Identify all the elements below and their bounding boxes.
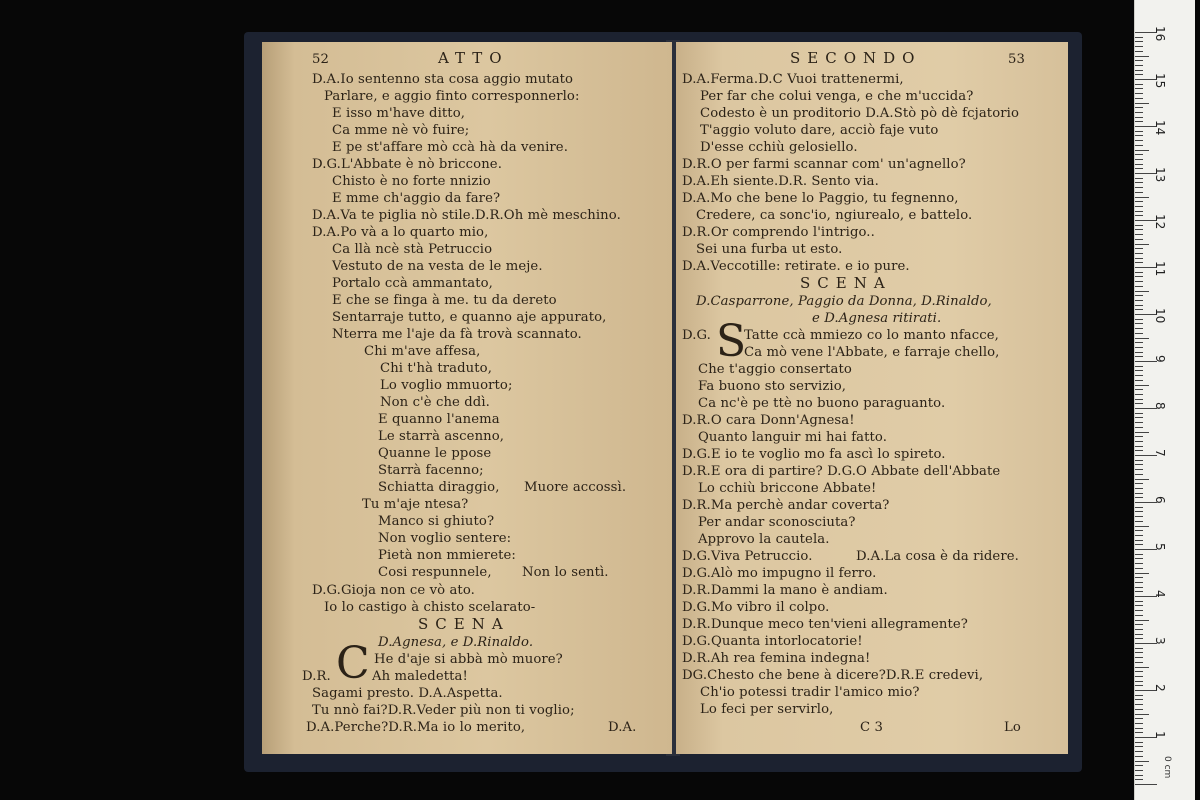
ruler-tick: [1135, 201, 1143, 202]
ruler-tick: [1135, 488, 1143, 489]
text-line: Pietà non mmierete:: [378, 548, 516, 563]
text-line: E che se finga à me. tu da dereto: [332, 293, 557, 308]
text-line: D.G.Alò mo impugno il ferro.: [682, 566, 877, 581]
ruler-tick: [1135, 432, 1149, 433]
ruler-number: 12: [1153, 214, 1167, 230]
ruler-tick: [1135, 714, 1149, 715]
ruler-tick: [1135, 497, 1143, 498]
ruler-tick: [1135, 258, 1143, 259]
catchword-right: Lo: [1004, 720, 1021, 735]
text-line: D.R.O cara Donn'Agnesa!: [682, 413, 855, 428]
ruler-tick: [1135, 182, 1143, 183]
ruler-tick: [1135, 634, 1143, 635]
page-number-right: 53: [1008, 52, 1025, 67]
ruler-tick: [1135, 770, 1143, 771]
text-line: D.A.Veccotille: retirate. e io pure.: [682, 259, 910, 274]
ruler-number: 2: [1153, 684, 1167, 692]
ruler-unit-label: 0 cm: [1162, 756, 1172, 779]
ruler-tick: [1135, 681, 1143, 682]
ruler-tick: [1135, 535, 1143, 536]
text-line: Vestuto de na vesta de le meje.: [332, 259, 543, 274]
ruler-tick: [1135, 417, 1143, 418]
ruler-tick: [1135, 526, 1149, 527]
text-line: D.R.Ma perchè andar coverta?: [682, 498, 890, 513]
ruler-tick: [1135, 356, 1143, 357]
drop-cap: S: [716, 316, 747, 367]
ruler-tick: [1135, 446, 1143, 447]
text-line: E pe st'affare mò ccà hà da venire.: [332, 140, 569, 155]
ruler-tick: [1135, 573, 1149, 574]
ruler-tick: [1135, 281, 1143, 282]
ruler-tick: [1135, 178, 1143, 179]
text-line: D.R.Dammi la mano è andiam.: [682, 583, 888, 598]
ruler-tick: [1135, 638, 1143, 639]
ruler-tick: [1135, 742, 1143, 743]
ruler-tick: [1135, 338, 1149, 339]
text-line: D.R.O per farmi scannar com' un'agnello?: [682, 157, 966, 172]
ruler-tick: [1135, 323, 1143, 324]
ruler-tick: [1135, 253, 1143, 254]
ruler-tick: [1135, 671, 1143, 672]
ruler-tick: [1135, 652, 1143, 653]
ruler-tick: [1135, 74, 1143, 75]
ruler-tick: [1135, 624, 1143, 625]
text-line: Che t'aggio consertato: [698, 362, 852, 377]
ruler-tick: [1135, 215, 1143, 216]
ruler-tick: [1135, 554, 1143, 555]
ruler-tick: [1135, 319, 1143, 320]
text-line: Cosi respunnele,: [378, 565, 492, 580]
ruler-tick: [1135, 620, 1149, 621]
ruler-tick: [1135, 145, 1143, 146]
ruler-tick: [1135, 648, 1143, 649]
ruler-tick: [1135, 121, 1143, 122]
text-line: Muore accossì.: [524, 480, 627, 495]
ruler-tick: [1135, 422, 1143, 423]
ruler-tick: [1135, 629, 1143, 630]
ruler-tick: [1135, 248, 1143, 249]
ruler-tick: [1135, 389, 1143, 390]
catchword-left: D.A.: [608, 720, 637, 735]
ruler-tick: [1135, 244, 1149, 245]
text-line: E quanno l'anema: [378, 412, 500, 427]
ruler-tick: [1135, 577, 1143, 578]
ruler-tick: [1135, 601, 1143, 602]
text-line: Tu nnò fai?D.R.Veder più non ti voglio;: [312, 703, 575, 718]
ruler-tick: [1135, 521, 1143, 522]
text-line: Tu m'aje ntesa?: [362, 497, 469, 512]
text-line: Per far che colui venga, e che m'uccida?: [700, 89, 974, 104]
ruler-number: 7: [1153, 449, 1167, 457]
text-line: D.R.Dunque meco ten'vieni allegramente?: [682, 617, 968, 632]
text-line: E isso m'have ditto,: [332, 106, 466, 121]
ruler-tick: [1135, 756, 1143, 757]
page-number-left: 52: [312, 52, 329, 67]
ruler-tick: [1135, 761, 1149, 762]
ruler-tick: [1135, 709, 1143, 710]
text-line: Non lo sentì.: [522, 565, 609, 580]
text-line: E mme ch'aggio da fare?: [332, 191, 501, 206]
text-line: Lo cchiù briccone Abbate!: [698, 481, 877, 496]
text-line: Parlare, e aggio finto corresponnerlo:: [324, 89, 580, 104]
ruler-number: 4: [1153, 590, 1167, 598]
ruler-tick: [1135, 131, 1143, 132]
ruler-tick: [1135, 718, 1143, 719]
text-line: Schiatta diraggio,: [378, 480, 500, 495]
text-line: D.G.L'Abbate è nò briccone.: [312, 157, 502, 172]
ruler-tick: [1135, 197, 1149, 198]
ruler-tick: [1135, 225, 1143, 226]
ruler-number: 1: [1153, 731, 1167, 739]
text-line: D.R.: [302, 669, 331, 684]
ruler-tick: [1135, 347, 1143, 348]
text-line: Portalo ccà ammantato,: [332, 276, 493, 291]
ruler-tick: [1135, 587, 1143, 588]
text-line: T'aggio voluto dare, acciò faje vuto: [700, 123, 939, 138]
ruler-tick: [1135, 107, 1143, 108]
ruler-tick: [1135, 746, 1143, 747]
ruler-number: 11: [1153, 261, 1167, 277]
ruler-tick: [1135, 610, 1143, 611]
text-line: Starrà facenno;: [378, 463, 484, 478]
right-page: [676, 42, 1068, 754]
ruler-tick: [1135, 56, 1149, 57]
ruler-tick: [1135, 474, 1143, 475]
ruler-tick: [1135, 427, 1143, 428]
ruler-tick: [1135, 262, 1143, 263]
text-line: Sei una furba ut esto.: [696, 242, 843, 257]
ruler-tick: [1135, 295, 1143, 296]
text-line: Chisto è no forte nnizio: [332, 174, 491, 189]
ruler-tick: [1135, 168, 1143, 169]
ruler-tick: [1135, 469, 1143, 470]
text-line: D.R.Or comprendo l'intrigo..: [682, 225, 875, 240]
ruler-tick: [1135, 779, 1143, 780]
ruler-tick: [1135, 46, 1143, 47]
text-line: Ah maledetta!: [372, 669, 468, 684]
ruler-tick: [1135, 117, 1143, 118]
drop-cap: C: [336, 638, 370, 689]
ruler-tick: [1135, 723, 1143, 724]
ruler-tick: [1135, 51, 1143, 52]
text-line: D.A.Va te piglia nò stile.D.R.Oh mè meschino.: [312, 208, 621, 223]
ruler-tick: [1135, 60, 1143, 61]
ruler-tick: [1135, 375, 1143, 376]
ruler-tick: [1135, 352, 1143, 353]
ruler-number: 13: [1153, 167, 1167, 183]
text-line: Lo feci per servirlo,: [700, 702, 834, 717]
ruler-number: 8: [1153, 402, 1167, 410]
ruler-tick: [1135, 605, 1143, 606]
text-line: D.G.Mo vibro il colpo.: [682, 600, 830, 615]
ruler-tick: [1135, 728, 1143, 729]
text-line: D.A.Io sentenno sta cosa aggio mutato: [312, 72, 574, 87]
ruler-tick: [1135, 676, 1143, 677]
text-line: Ca mme nè vò fuire;: [332, 123, 470, 138]
ruler-tick: [1135, 615, 1143, 616]
ruler-tick: [1135, 309, 1143, 310]
text-line: Credere, ca sonc'io, ngiurealo, e battelo.: [696, 208, 973, 223]
text-line: D.A.Eh siente.D.R. Sento via.: [682, 174, 879, 189]
ruler-tick: [1135, 366, 1143, 367]
ruler-tick: [1135, 140, 1143, 141]
ruler-tick: [1135, 93, 1143, 94]
ruler-tick: [1135, 112, 1143, 113]
text-line: D.G.Quanta intorlocatorie!: [682, 634, 863, 649]
ruler-tick: [1135, 159, 1143, 160]
ruler-tick: [1135, 41, 1143, 42]
ruler-tick: [1135, 436, 1143, 437]
ruler-tick: [1135, 657, 1143, 658]
text-line: Ca llà ncè stà Petruccio: [332, 242, 493, 257]
running-head-left: ATTO: [438, 49, 509, 67]
text-line: D.G.: [682, 328, 711, 343]
ruler-tick: [1135, 187, 1143, 188]
ruler-tick: [1135, 413, 1143, 414]
text-line: D.R.E ora di partire? D.G.O Abbate dell'Abbate: [682, 464, 1001, 479]
ruler-tick: [1135, 164, 1143, 165]
ruler-tick: [1135, 667, 1149, 668]
ruler-tick: [1135, 699, 1143, 700]
text-line: D'esse cchiù gelosiello.: [700, 140, 858, 155]
ruler-tick: [1135, 662, 1143, 663]
ruler-number: 3: [1153, 637, 1167, 645]
text-line: Lo voglio mmuorto;: [380, 378, 513, 393]
ruler-tick: [1135, 516, 1143, 517]
ruler-tick: [1135, 695, 1143, 696]
ruler-tick: [1135, 568, 1143, 569]
ruler-tick: [1135, 103, 1149, 104]
scene-characters: D.Agnesa, e D.Rinaldo.: [378, 635, 534, 650]
ruler-tick: [1135, 685, 1143, 686]
text-line: D.A.Perche?D.R.Ma io lo merito,: [306, 720, 526, 735]
text-line: He d'aje si abbà mò muore?: [374, 652, 563, 667]
text-line: D.G.E io te voglio mo fa ascì lo spireto.: [682, 447, 946, 462]
ruler-tick: [1135, 464, 1143, 465]
ruler-tick: [1135, 328, 1143, 329]
text-line: D.A.Ferma.D.C Vuoi trattenermi,: [682, 72, 904, 87]
ruler-number: 6: [1153, 496, 1167, 504]
ruler-tick: [1135, 765, 1143, 766]
scene-heading: SCENA: [418, 615, 510, 633]
ruler-number: 10: [1153, 308, 1167, 324]
text-line: D.A.La cosa è da ridere.: [856, 549, 1019, 564]
left-page: [262, 42, 672, 754]
text-line: Per andar sconosciuta?: [698, 515, 856, 530]
ruler-tick: [1135, 385, 1149, 386]
text-line: D.A.Mo che bene lo Paggio, tu fegnenno,: [682, 191, 959, 206]
ruler-tick: [1135, 784, 1157, 785]
ruler-tick: [1135, 479, 1149, 480]
ruler-tick: [1135, 300, 1143, 301]
ruler-tick: [1135, 88, 1143, 89]
ruler-tick: [1135, 483, 1143, 484]
text-line: Non voglio sentere:: [378, 531, 512, 546]
text-line: D.G.Gioja non ce vò ato.: [312, 583, 475, 598]
ruler-tick: [1135, 441, 1143, 442]
text-line: Le starrà ascenno,: [378, 429, 505, 444]
text-line: Sagami presto. D.A.Aspetta.: [312, 686, 503, 701]
ruler-tick: [1135, 704, 1143, 705]
ruler-tick: [1135, 272, 1143, 273]
ruler-tick: [1135, 775, 1143, 776]
ruler-tick: [1135, 84, 1143, 85]
text-line: Ca mò vene l'Abbate, e farraje chello,: [744, 345, 1000, 360]
ruler-tick: [1135, 150, 1149, 151]
text-line: D.G.Viva Petruccio.: [682, 549, 813, 564]
ruler-tick: [1135, 70, 1143, 71]
ruler-tick: [1135, 37, 1143, 38]
ruler-tick: [1135, 394, 1143, 395]
ruler-tick: [1135, 403, 1143, 404]
ruler-tick: [1135, 65, 1143, 66]
text-line: Fa buono sto servizio,: [698, 379, 847, 394]
text-line: Tatte ccà mmiezo co lo manto nfacce,: [744, 328, 999, 343]
scene-characters: D.Casparrone, Paggio da Donna, D.Rinaldo,: [696, 294, 992, 309]
ruler-number: 15: [1153, 73, 1167, 89]
ruler-tick: [1135, 234, 1143, 235]
text-line: Chi m'ave affesa,: [364, 344, 481, 359]
ruler-tick: [1135, 192, 1143, 193]
ruler-tick: [1135, 751, 1143, 752]
text-line: DG.Chesto che bene à dicere?D.R.E credevi,: [682, 668, 984, 683]
ruler-tick: [1135, 286, 1143, 287]
text-line: Quanne le ppose: [378, 446, 492, 461]
text-line: D.R.Ah rea femina indegna!: [682, 651, 871, 666]
ruler-tick: [1135, 544, 1143, 545]
scene-characters: e D.Agnesa ritirati.: [812, 311, 942, 326]
ruler-tick: [1135, 450, 1143, 451]
ruler-tick: [1135, 582, 1143, 583]
ruler-tick: [1135, 239, 1143, 240]
ruler-tick: [1135, 507, 1143, 508]
ruler-tick: [1135, 342, 1143, 343]
ruler-tick: [1135, 135, 1143, 136]
ruler-tick: [1135, 276, 1143, 277]
ruler-tick: [1135, 380, 1143, 381]
text-line: D.A.Po và a lo quarto mio,: [312, 225, 489, 240]
ruler-tick: [1135, 206, 1143, 207]
text-line: Ca nc'è pe ttè no buono paraguanto.: [698, 396, 946, 411]
ruler-tick: [1135, 530, 1143, 531]
ruler-number: 9: [1153, 355, 1167, 363]
text-line: Nterra me l'aje da fà trovà scannato.: [332, 327, 582, 342]
ruler-tick: [1135, 305, 1143, 306]
ruler-tick: [1135, 154, 1143, 155]
ruler-tick: [1135, 291, 1149, 292]
text-line: Quanto languir mi hai fatto.: [698, 430, 888, 445]
text-line: Chi t'hà traduto,: [380, 361, 492, 376]
ruler-number: 14: [1153, 120, 1167, 136]
ruler-tick: [1135, 591, 1143, 592]
ruler-tick: [1135, 558, 1143, 559]
ruler-tick: [1135, 211, 1143, 212]
text-line: Approvo la cautela.: [698, 532, 830, 547]
ruler-number: 5: [1153, 543, 1167, 551]
ruler-tick: [1135, 511, 1143, 512]
ruler-tick: [1135, 460, 1143, 461]
ruler-tick: [1135, 229, 1143, 230]
measurement-ruler: [1134, 0, 1195, 800]
ruler-tick: [1135, 98, 1143, 99]
ruler-tick: [1135, 732, 1143, 733]
text-line: Io lo castigo à chisto scelarato-: [324, 600, 536, 615]
ruler-tick: [1135, 493, 1143, 494]
ruler-tick: [1135, 563, 1143, 564]
signature-mark: C 3: [860, 720, 883, 735]
text-line: Non c'è che ddì.: [380, 395, 490, 410]
ruler-tick: [1135, 399, 1143, 400]
scene-heading: SCENA: [800, 274, 892, 292]
running-head-right: SECONDO: [790, 49, 922, 67]
text-line: Ch'io potessi tradir l'amico mio?: [700, 685, 920, 700]
ruler-tick: [1135, 370, 1143, 371]
text-line: Sentarraje tutto, e quanno aje appurato,: [332, 310, 607, 325]
text-line: Manco si ghiuto?: [378, 514, 495, 529]
ruler-number: 16: [1153, 26, 1167, 42]
text-line: Codesto è un proditorio D.A.Stò pò dè fcjatorio: [700, 106, 1019, 121]
ruler-tick: [1135, 540, 1143, 541]
ruler-tick: [1135, 333, 1143, 334]
